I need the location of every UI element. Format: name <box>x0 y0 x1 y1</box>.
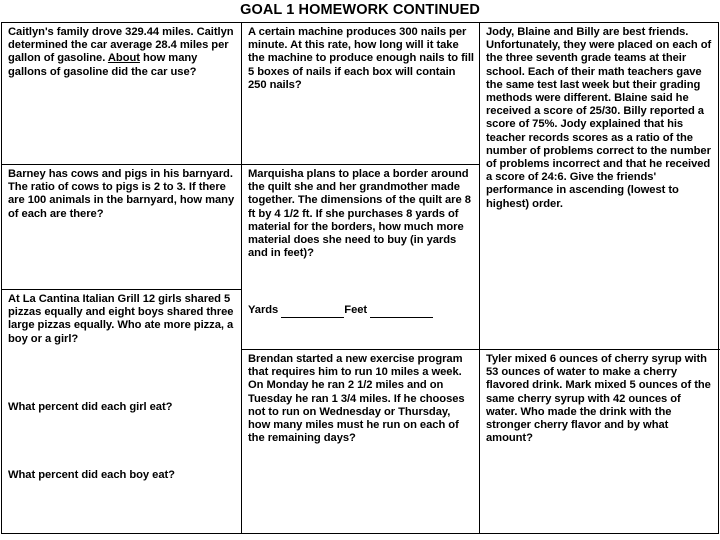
problem-quilt-border <box>242 165 479 349</box>
problem-nail-machine <box>242 23 479 164</box>
problem-running-miles <box>242 350 479 533</box>
answer-space-girl[interactable] <box>8 346 236 401</box>
problem-gas-mileage-emphasis: About <box>107 52 140 65</box>
problem-pizza-sharing-text: At La Cantina Italian Grill 12 girls shared 5 pizzas equally and eight boys shared three large pizzas equally. Who ate more pizza, a boy or a girl? <box>8 293 234 345</box>
problem-running-miles-text: Brendan started a new exercise program that requires him to run 10 miles a week. On Monday he ran 2 1/2 miles and on Tuesday he ran 1 3/4 miles. If he chooses not to run on Wednesday or Thursday, how many miles must he run on each of the remaining days? <box>248 353 465 445</box>
problem-pizza-subquestion-1: What percent did each girl eat? <box>8 400 173 413</box>
problem-gas-mileage-text-a: Caitlyn's family drove 329.44 miles. Caitlyn determined the car average 28.4 miles per gallon of gasoline. <box>8 26 234 65</box>
problem-pizza-sharing <box>2 290 241 533</box>
quilt-answer-label-yards: Yards <box>248 304 279 317</box>
problem-cherry-drink <box>480 350 720 533</box>
problem-cows-pigs-text: Barney has cows and pigs in his barnyard. The ratio of cows to pigs is 2 to 3. If there are 100 animals in the barnyard, how many of each are there? <box>8 168 235 220</box>
problem-grid <box>1 22 719 534</box>
problem-quilt-border-text: Marquisha plans to place a border around the quilt she and her grandmother made together. The dimensions of the quilt are 8 ft by 4 1/2 ft. If she purchases 8 yards of material for the borders, how much more material does she need to buy (in yards and in feet)? <box>248 168 471 260</box>
middle-column <box>241 23 479 533</box>
problem-cows-pigs <box>2 165 241 289</box>
answer-space-quilt[interactable] <box>248 260 474 304</box>
right-column <box>479 23 720 533</box>
problem-nail-machine-text: A certain machine produces 300 nails per minute. At this rate, how long will it take the machine to produce enough nails to fill 5 boxes of nails if each box will contain 250 nails? <box>248 26 474 91</box>
problem-gas-mileage-text-b: how many gallons of gasoline did the car use? <box>8 52 198 78</box>
quilt-answer-blank-feet[interactable] <box>370 317 433 318</box>
answer-space-boy[interactable] <box>8 414 236 469</box>
problem-gas-mileage <box>2 23 241 164</box>
problem-test-scores-text: Jody, Blaine and Billy are best friends. Unfortunately, they were placed on each of the three seventh grade teams at their school. Each of their math teachers gave the same test last week but their grading methods were different. Blaine said he received a score of 25/30. Billy reported a score of 75%. Jody explained that his teacher records scores as a ratio of the number of problems correct to the number of problems incorrect and that he received a score of 24:6. Give the friends' performance in ascending (lowest to highest) order. <box>486 26 712 210</box>
problem-cherry-drink-text: Tyler mixed 6 ounces of cherry syrup with 53 ounces of water to make a cherry flavored drink. Mark mixed 5 ounces of the same cherry syrup with 42 ounces of water. Who made the drink with the stronger cherry flavor and by what amount? <box>486 353 711 445</box>
left-column <box>2 23 241 533</box>
page-title: GOAL 1 HOMEWORK CONTINUED <box>240 2 480 18</box>
problem-test-scores <box>480 23 720 349</box>
quilt-answer-label-feet: Feet <box>344 304 368 317</box>
quilt-answer-blank-yards[interactable] <box>281 317 344 318</box>
problem-pizza-subquestion-2: What percent did each boy eat? <box>8 469 175 482</box>
